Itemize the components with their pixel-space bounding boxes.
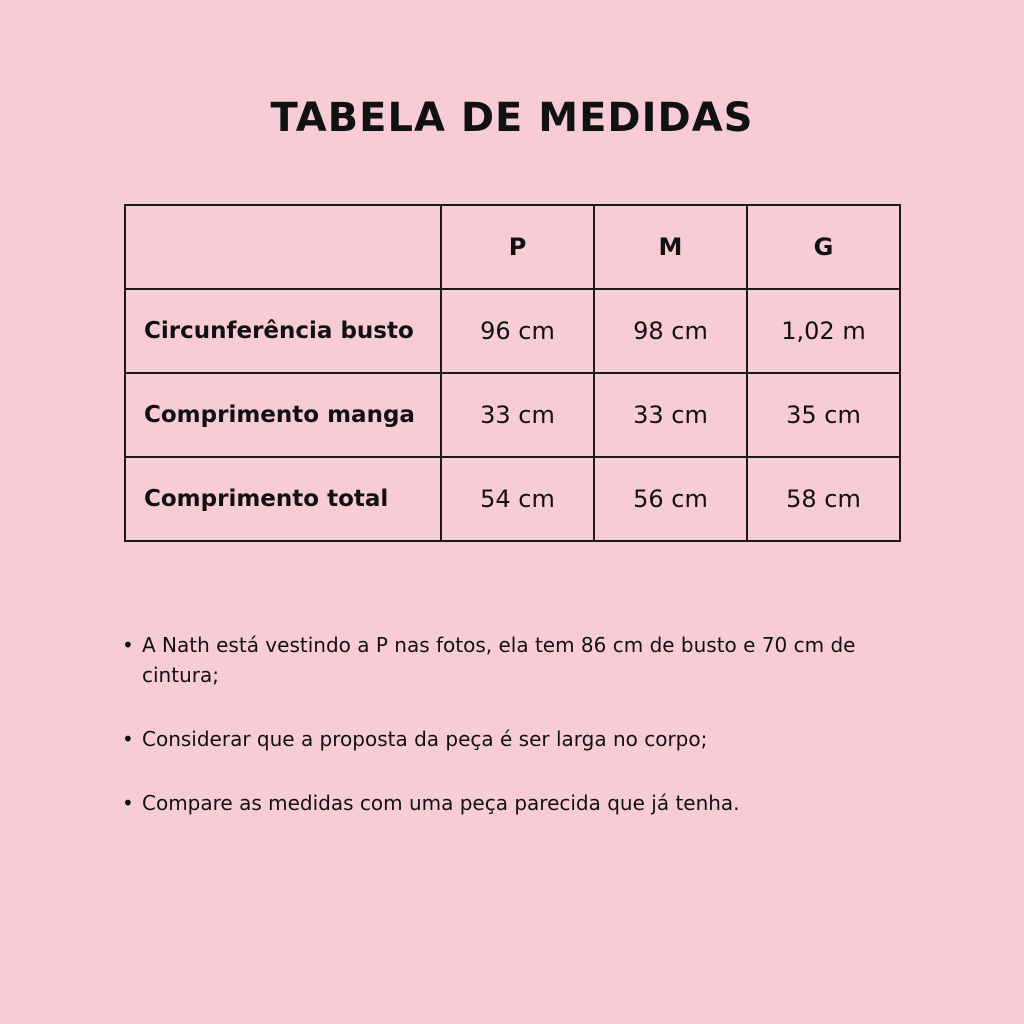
table-header-size-m: M [594,205,747,289]
table-cell: 33 cm [594,373,747,457]
table-header-size-p: P [441,205,594,289]
table-row [125,457,900,541]
list-item [122,724,922,754]
note-text: Considerar que a proposta da peça é ser larga no corpo; [142,727,708,751]
table-cell: 35 cm [747,373,900,457]
table-cell: 33 cm [441,373,594,457]
table-header-empty [125,205,441,289]
list-item [122,630,922,690]
table-cell: 54 cm [441,457,594,541]
table-row [125,289,900,373]
table-header-size-g: G [747,205,900,289]
size-table [124,204,901,542]
table-cell: 98 cm [594,289,747,373]
table-row [125,373,900,457]
bullet-icon: • [122,633,134,657]
row-label: Circunferência busto [125,289,441,373]
page-title: TABELA DE MEDIDAS [270,95,754,141]
table-cell: 56 cm [594,457,747,541]
note-text: Compare as medidas com uma peça parecida que já tenha. [142,791,740,815]
table-cell: 1,02 m [747,289,900,373]
row-label: Comprimento manga [125,373,441,457]
note-text: A Nath está vestindo a P nas fotos, ela tem 86 cm de busto e 70 cm de cintura; [142,633,856,687]
bullet-icon: • [122,791,134,815]
row-label: Comprimento total [125,457,441,541]
table-cell: 58 cm [747,457,900,541]
notes-list [122,630,922,852]
bullet-icon: • [122,727,134,751]
table-cell: 96 cm [441,289,594,373]
list-item [122,788,922,818]
table-header-row [125,205,900,289]
